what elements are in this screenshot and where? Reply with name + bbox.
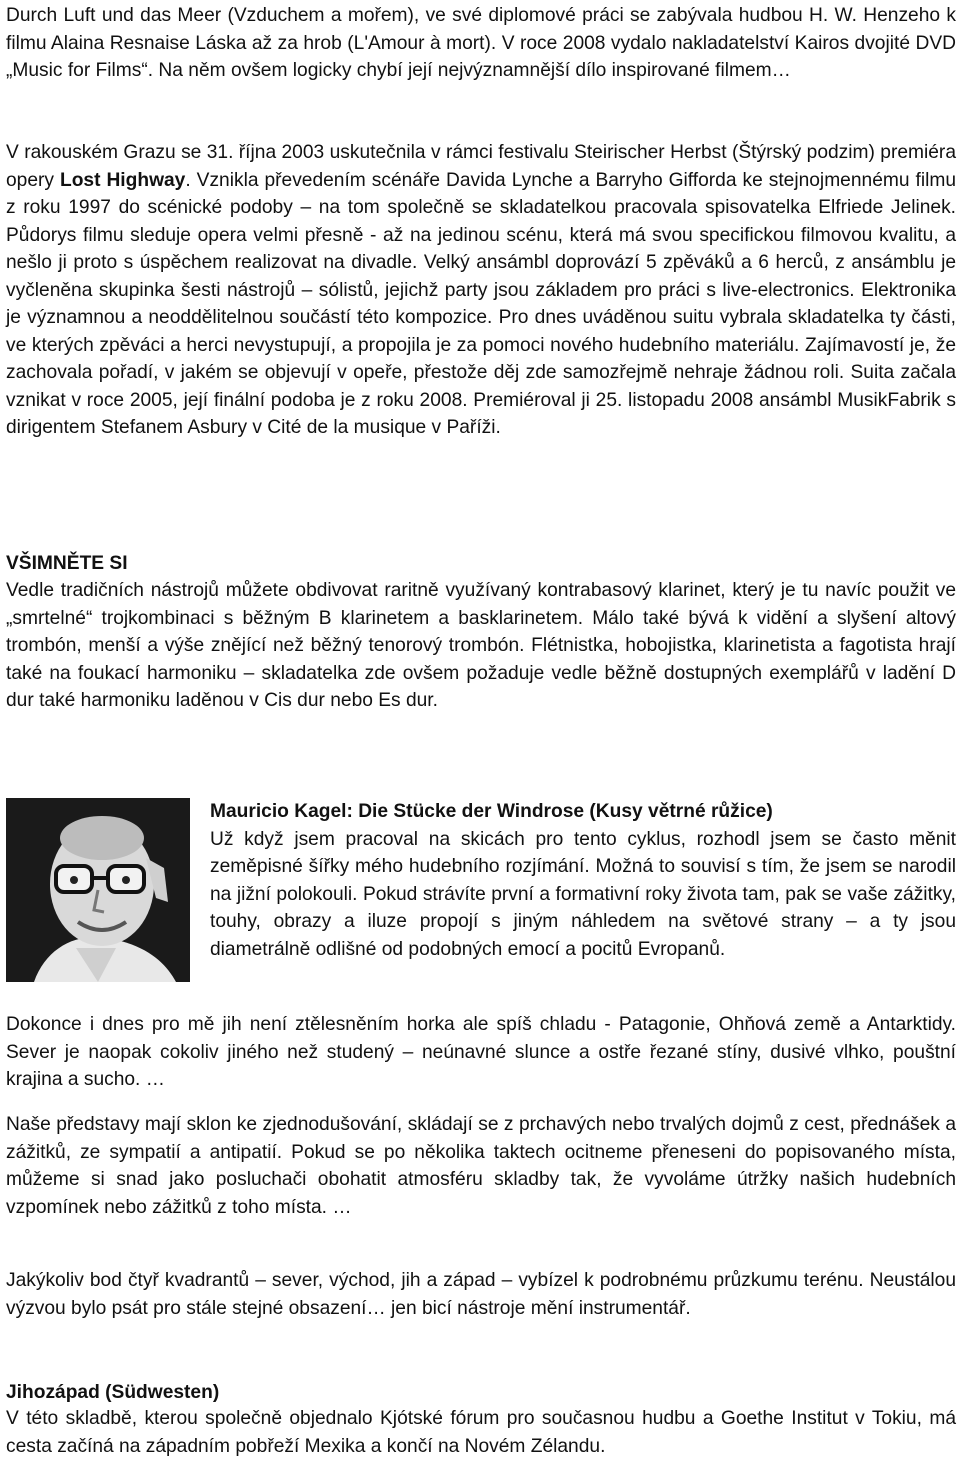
paragraph-southwest: V této skladbě, kterou společně objednalo Kjótské fórum pro současnou hudbu a Goethe Institut v Tokiu, má cesta začíná na západním pobřeží Mexika a končí na Novém Zélandu. bbox=[6, 1408, 956, 1457]
composer-photo bbox=[6, 798, 190, 982]
paragraph-lost-highway bbox=[6, 139, 956, 442]
opera-title: Lost Highway bbox=[59, 169, 186, 191]
paragraph-intro: Durch Luft und das Meer (Vzduchem a mořem), ve své diplomové práci se zabývala hudbou H. W. Henzeho k filmu Alaina Resnaise Láska až za hrob (L'Amour à mort). V roce 2008 vydalo nakladatelství Kairos dvojité DVD „Music for Films“. Na něm ovšem logicky chybí její nejvýznamnější dílo inspirované filmem… bbox=[6, 5, 956, 81]
paragraph-south-north: Dokonce i dnes pro mě jih není ztělesněním horka ale spíš chladu - Patagonie, Ohňová země a Antarktidy. Sever je naopak cokoliv jiného než studený – neúnavné slunce a ostře řezané stíny, dusivé vlhko, pouštní krajina a sucho. … bbox=[6, 1014, 956, 1090]
portrait-illustration bbox=[6, 798, 190, 982]
kagel-intro bbox=[210, 798, 956, 963]
paragraph-instruments: Vedle tradičních nástrojů můžete obdivovat raritně využívaný kontrabasový klarinet, který je tu navíc použit ve „smrtelné“ trojkombinaci s běžným B klarinetem a basklarinetem. Málo také bývá k vidění a slyšení altový trombón, menší a výše znějící než běžný tenorový trombón. Flétnistka, hobojistka, klarinetista a fagotista hrají také na foukací harmoniku – skladatelka zde ovšem požaduje vedle běžně dostupných exemplářů v ladění D dur také harmoniku laděnou v Cis dur nebo Es dur. bbox=[6, 580, 956, 711]
section-heading-kagel: Mauricio Kagel: Die Stücke der Windrose (Kusy větrné růžice) bbox=[210, 801, 773, 822]
paragraph-kagel-quote: Už když jsem pracoval na skicách pro tento cyklus, rozhodl jsem se často měnit zeměpisné šířky mého hudebního rozjímání. Možná to souvisí s tím, že jsem se narodil na jižní polokouli. Pokud strávíte první a formativní roky života tam, pak se vaše zážitky, touhy, obrazy a iluze propojí s jiným náhledem na světové strany – a ty jsou diametrálně odlišné od podobných emocí a pocitů Evropanů. bbox=[210, 828, 956, 960]
paragraph-quadrants: Jakýkoliv bod čtyř kvadrantů – sever, východ, jih a západ – vybízel k podrobnému průzkumu terénu. Neustálou výzvou bylo psát pro stále stejné obsazení… jen bicí nástroje mění instrumentář. bbox=[6, 1270, 956, 1319]
paragraph-lost-highway-start: V rakouském Grazu se 31. října 2003 uskutečnila v rámci festivalu Steirischer Herbst (Štýrský podzim) premiéra opery bbox=[6, 142, 956, 191]
paragraph-impressions: Naše představy mají sklon ke zjednodušování, skládají se z prchavých nebo trvalých dojmů z cest, přednášek a zážitků, ze sympatií a antipatií. Pokud se po několika taktech ocitneme přeneseni do popisovaného místa, můžeme si snad jako posluchači obohatit atmosféru skladby tak, že vyvoláme útržky našich hudebních vzpomínek nebo zážitků z toho místa. … bbox=[6, 1114, 956, 1218]
paragraph-lost-highway-rest: . Vznikla převedením scénáře Davida Lynche a Barryho Gifforda ke stejnojmennému filmu z roku 1997 do scénické podoby – na tom společně se skladatelkou pracovala spisovatelka Elfriede Jelinek. Půdorys filmu sleduje opera velmi přesně - až na jedinou scénu, která má svou specifickou filmovou kvalitu, a nešlo ji proto s úspěchem realizovat na divadle. Velký ansámbl doprovází 5 zpěváků a 6 herců, z ansámblu je vyčleněna skupinka šesti nástrojů – sólistů, jejichž party jsou základem pro práci s live-electronics. Elektronika je významnou a neoddělitelnou součástí této kompozice. Pro dnes uváděnou suitu vybrala skladatelka ty části, ve kterých zpěváci a herci nevystupují, a propojila je za pomoci nového hudebního materiálu. Zajímavostí je, že zachovala pořadí, v jakém se objevují v opeře, přestože děj zde samozřejmě nehraje žádnou roli. Suita začala vznikat v roce 2005, její finální podoba je z roku 2008. Premiéroval ji 25. listopadu 2008 ansámbl MusikFabrik s dirigentem Stefanem Asbury v Cité de la musique v Paříži. bbox=[6, 169, 956, 438]
section-heading-notice: VŠIMNĚTE SI bbox=[6, 553, 128, 574]
section-heading-southwest: Jihozápad (Südwesten) bbox=[6, 1382, 220, 1403]
